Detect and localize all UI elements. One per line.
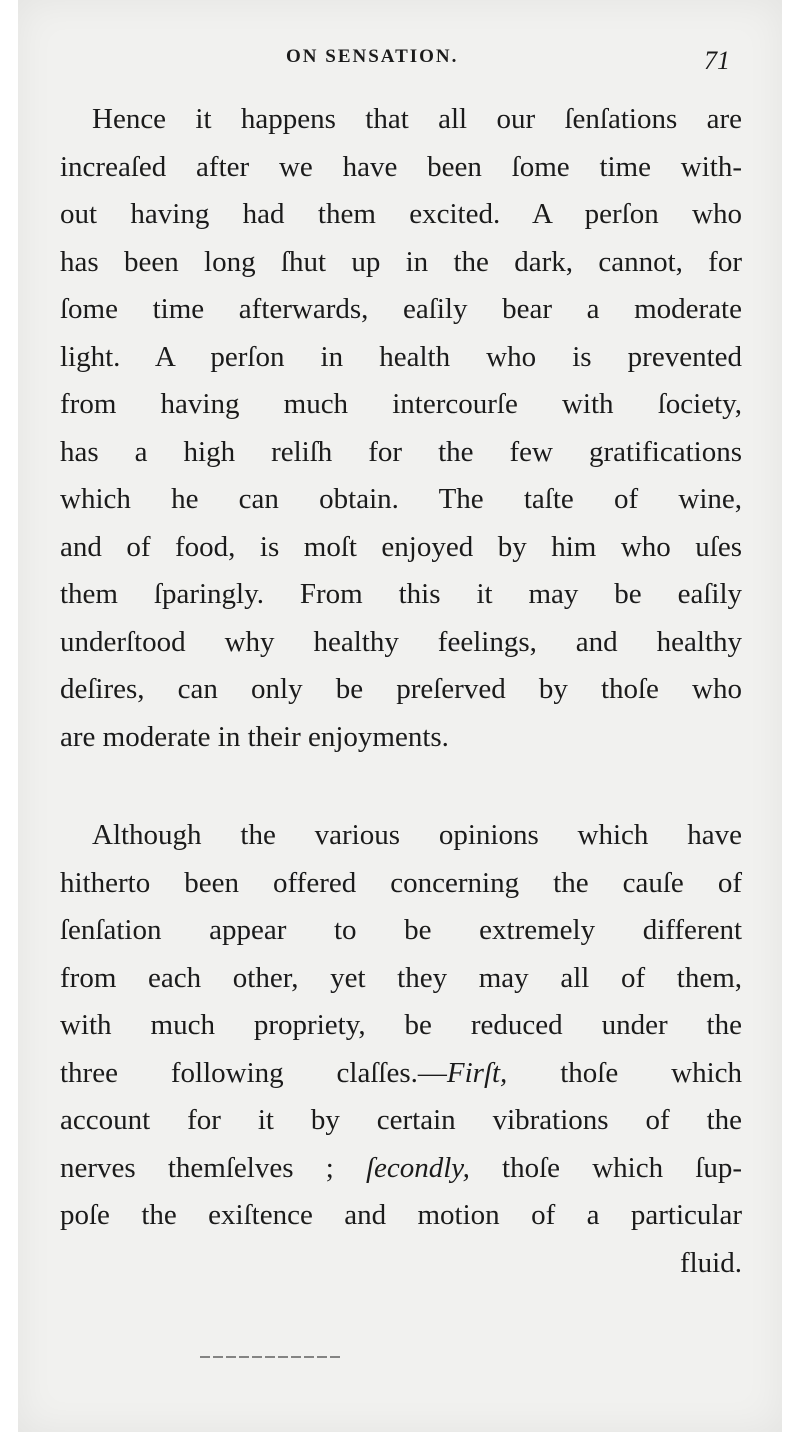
text-run: thoſe which [507, 1056, 742, 1089]
text-line: underſtood why healthy feelings, and healthy [60, 625, 742, 658]
page-edge [782, 0, 800, 1432]
text-line: has been long ſhut up in the dark, cannot, for [60, 245, 742, 278]
text-line: account for it by certain vibrations of the [60, 1104, 742, 1136]
text-line: has a high reliſh for the few gratifications [60, 435, 742, 468]
text-line: which he can obtain. The taſte of wine, [60, 483, 742, 515]
text-line: with much propriety, be reduced under the [60, 1009, 742, 1041]
running-title: ON SENSATION. [286, 46, 459, 67]
text-line: Hence it happens that all our ſenſations are [92, 103, 742, 135]
text-line: are moderate in their enjoyments. [60, 720, 449, 753]
text-line: poſe the exiſtence and motion of a particular [60, 1199, 742, 1231]
book-page [18, 0, 782, 1432]
text-line: deſires, can only be preſerved by thoſe who [60, 673, 742, 705]
text-run: nerves themſelves ; [60, 1151, 366, 1184]
text-line: them ſparingly. From this it may be eaſily [60, 578, 742, 610]
paragraph-1 [60, 96, 742, 761]
catchword: fluid. [679, 1246, 742, 1279]
text-line: out having had them excited. A perſon who [60, 198, 742, 230]
text-run: three following claſſes.— [60, 1056, 447, 1089]
text-line [60, 1050, 742, 1098]
text-line [60, 1145, 742, 1193]
italic-word: ſecondly, [365, 1151, 470, 1184]
paragraph-2 [60, 812, 742, 1287]
footer-rule [200, 1356, 340, 1358]
text-line: hitherto been offered concerning the cauſe of [60, 866, 742, 899]
text-line: from having much intercourſe with ſociety, [60, 388, 742, 420]
page-number: 71 [704, 46, 730, 75]
text-run: thoſe which ſup- [469, 1151, 742, 1184]
text-line: ſenſation appear to be extremely different [60, 914, 742, 946]
text-line: increaſed after we have been ſome time with- [60, 150, 742, 183]
text-line: and of food, is moſt enjoyed by him who uſes [60, 530, 742, 563]
italic-word: Firſt, [446, 1056, 508, 1089]
text-line: Although the various opinions which have [92, 819, 742, 851]
text-line: ſome time afterwards, eaſily bear a moderate [60, 293, 742, 325]
text-line: light. A perſon in health who is prevented [60, 340, 742, 373]
text-line: from each other, yet they may all of them, [60, 961, 742, 994]
